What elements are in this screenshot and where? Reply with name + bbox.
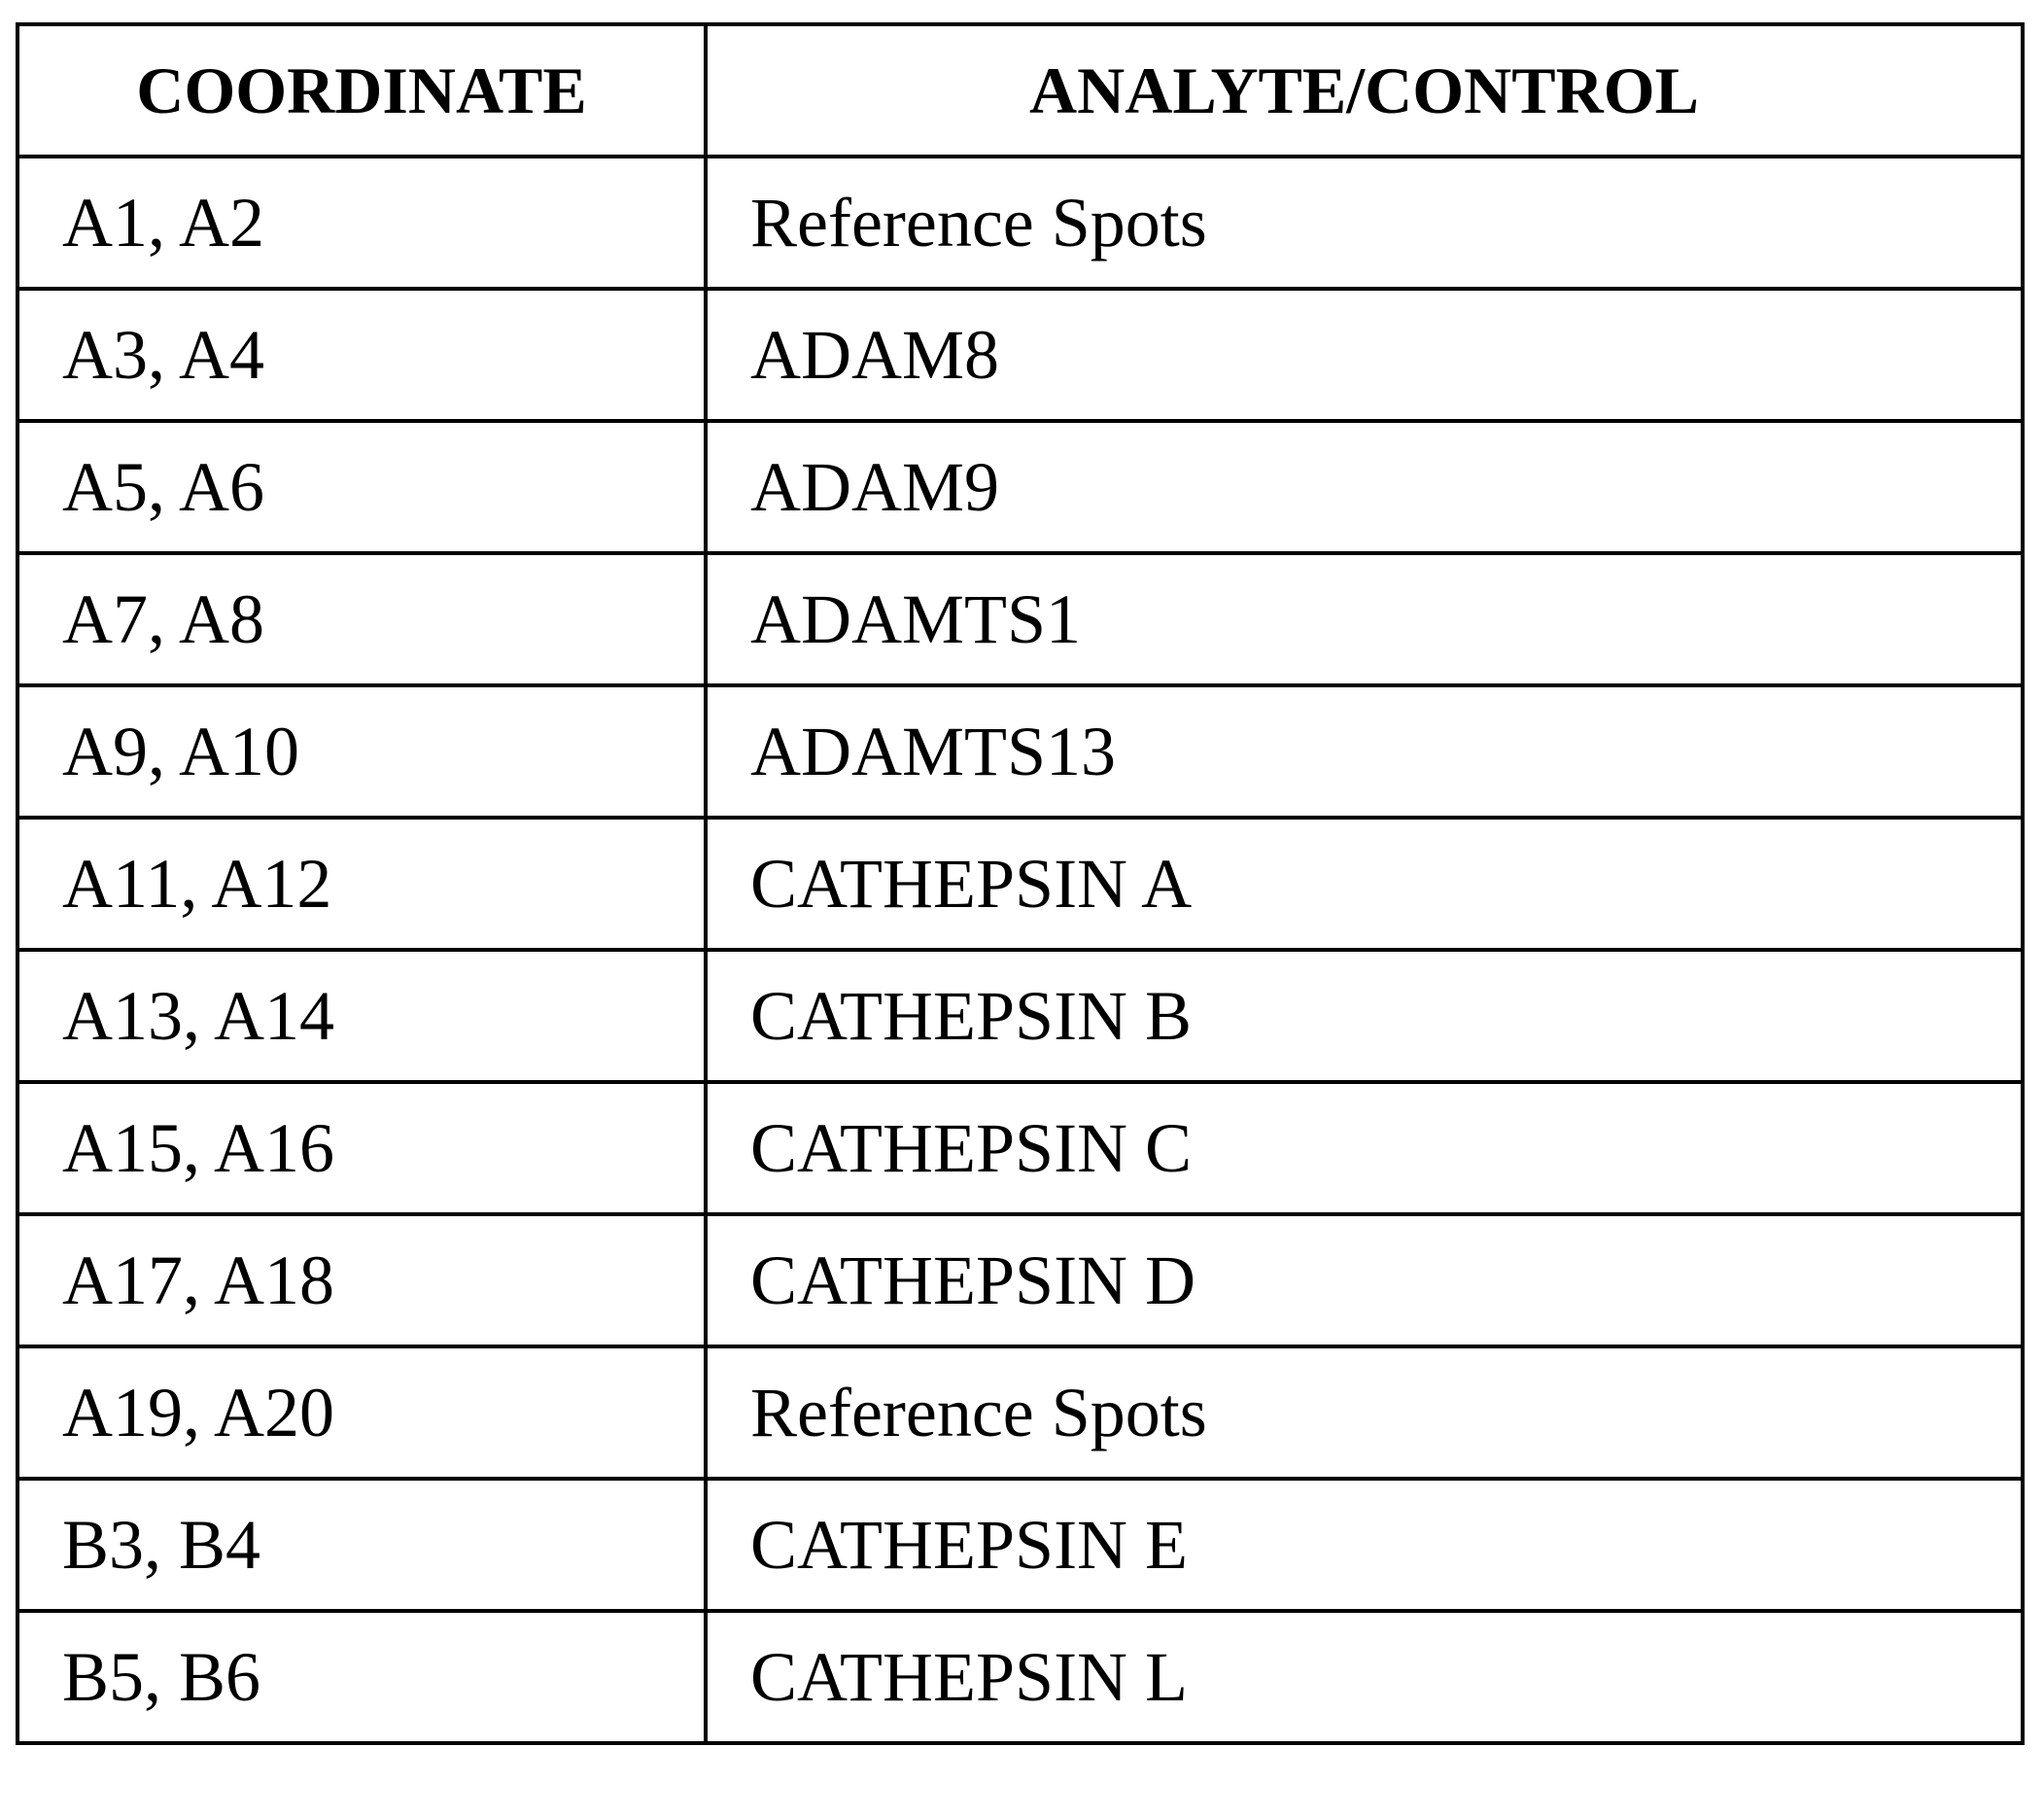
- coordinate-cell: A1, A2: [17, 157, 706, 289]
- coordinate-cell: A11, A12: [17, 818, 706, 950]
- analyte-cell: ADAM9: [706, 421, 2023, 553]
- analyte-cell: CATHEPSIN B: [706, 950, 2023, 1082]
- analyte-cell: CATHEPSIN E: [706, 1479, 2023, 1611]
- coordinate-cell: A5, A6: [17, 421, 706, 553]
- table-row: [17, 950, 2023, 1082]
- table-row: [17, 421, 2023, 553]
- table-row: [17, 1082, 2023, 1214]
- analyte-cell: ADAMTS13: [706, 685, 2023, 818]
- coordinate-cell: A17, A18: [17, 1214, 706, 1346]
- header-analyte-control: ANALYTE/CONTROL: [706, 24, 2023, 157]
- coordinate-cell: B3, B4: [17, 1479, 706, 1611]
- analyte-cell: CATHEPSIN A: [706, 818, 2023, 950]
- coordinate-cell: B5, B6: [17, 1611, 706, 1743]
- analyte-cell: CATHEPSIN L: [706, 1611, 2023, 1743]
- coordinate-cell: A3, A4: [17, 289, 706, 421]
- table-row: [17, 157, 2023, 289]
- header-coordinate: COORDINATE: [17, 24, 706, 157]
- table-row: [17, 1479, 2023, 1611]
- table-row: [17, 818, 2023, 950]
- coordinate-cell: A7, A8: [17, 553, 706, 685]
- analyte-cell: ADAMTS1: [706, 553, 2023, 685]
- analyte-cell: CATHEPSIN C: [706, 1082, 2023, 1214]
- coordinate-cell: A19, A20: [17, 1346, 706, 1479]
- coordinate-cell: A9, A10: [17, 685, 706, 818]
- analyte-cell: ADAM8: [706, 289, 2023, 421]
- table-row: [17, 553, 2023, 685]
- table-row: [17, 289, 2023, 421]
- header-row: [17, 24, 2023, 157]
- analyte-cell: Reference Spots: [706, 1346, 2023, 1479]
- coordinate-cell: A15, A16: [17, 1082, 706, 1214]
- table-row: [17, 1346, 2023, 1479]
- coordinate-cell: A13, A14: [17, 950, 706, 1082]
- table-row: [17, 685, 2023, 818]
- coordinate-analyte-table: [16, 22, 2025, 1745]
- analyte-cell: Reference Spots: [706, 157, 2023, 289]
- table-row: [17, 1214, 2023, 1346]
- analyte-cell: CATHEPSIN D: [706, 1214, 2023, 1346]
- table-row: [17, 1611, 2023, 1743]
